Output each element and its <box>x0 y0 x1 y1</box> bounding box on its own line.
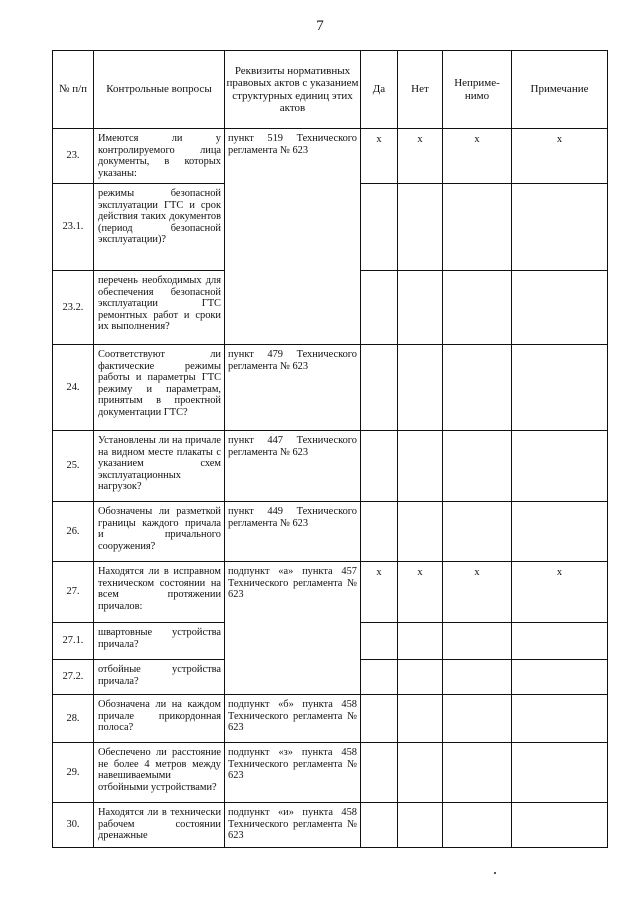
answer-no-cell[interactable] <box>398 184 443 271</box>
question-text: перечень необходимых для обеспечения безопасной эксплуатации ГТС ремонтных работ и сроки их выполнения? <box>94 271 225 345</box>
question-text: Обозначены ли разметкой границы каждого причала и причального сооружения? <box>94 502 225 562</box>
answer-yes-cell[interactable] <box>361 345 398 431</box>
answer-yes-cell[interactable]: x <box>361 562 398 623</box>
table-row <box>53 345 608 431</box>
table-row <box>53 562 608 623</box>
table-row <box>53 695 608 743</box>
question-text: швартовные устройства причала? <box>94 623 225 660</box>
note-cell[interactable]: x <box>512 562 608 623</box>
scan-speck <box>494 872 496 874</box>
note-cell[interactable] <box>512 660 608 695</box>
question-text: Обозначена ли на каждом причале прикордонная полоса? <box>94 695 225 743</box>
answer-no-cell[interactable] <box>398 660 443 695</box>
row-number: 27.2. <box>53 660 94 695</box>
header-no: Нет <box>398 51 443 129</box>
table-row <box>53 502 608 562</box>
answer-na-cell[interactable]: x <box>443 562 512 623</box>
answer-na-cell[interactable]: x <box>443 129 512 184</box>
row-number: 27.1. <box>53 623 94 660</box>
answer-yes-cell[interactable] <box>361 623 398 660</box>
requisites-text: подпункт «а» пункта 457 Технического регламента № 623 <box>225 562 361 695</box>
requisites-text: подпункт «з» пункта 458 Технического регламента № 623 <box>225 743 361 803</box>
header-yes: Да <box>361 51 398 129</box>
answer-no-cell[interactable] <box>398 431 443 502</box>
answer-no-cell[interactable] <box>398 345 443 431</box>
note-cell[interactable] <box>512 431 608 502</box>
answer-na-cell[interactable] <box>443 743 512 803</box>
note-cell[interactable] <box>512 743 608 803</box>
answer-na-cell[interactable] <box>443 660 512 695</box>
note-cell[interactable] <box>512 623 608 660</box>
note-cell[interactable] <box>512 695 608 743</box>
answer-no-cell[interactable] <box>398 623 443 660</box>
answer-no-cell[interactable] <box>398 803 443 848</box>
header-num: № п/п <box>53 51 94 129</box>
question-text: Соответствуют ли фактические режимы работы и параметры ГТС режиму и параметрам, принятым в проектной документации ГТС? <box>94 345 225 431</box>
answer-na-cell[interactable] <box>443 502 512 562</box>
table-row <box>53 431 608 502</box>
answer-yes-cell[interactable] <box>361 271 398 345</box>
question-text: Находятся ли в исправном техническом состоянии на всем протяжении причалов: <box>94 562 225 623</box>
header-note: Примечание <box>512 51 608 129</box>
answer-no-cell[interactable] <box>398 695 443 743</box>
answer-na-cell[interactable] <box>443 695 512 743</box>
row-number: 25. <box>53 431 94 502</box>
header-not-applicable: Неприме-нимо <box>443 51 512 129</box>
note-cell[interactable] <box>512 502 608 562</box>
header-questions: Контрольные вопросы <box>94 51 225 129</box>
requisites-text: пункт 479 Технического регламента № 623 <box>225 345 361 431</box>
table-header-row <box>53 51 608 129</box>
note-cell[interactable] <box>512 271 608 345</box>
requisites-text: пункт 449 Технического регламента № 623 <box>225 502 361 562</box>
answer-na-cell[interactable] <box>443 271 512 345</box>
row-number: 30. <box>53 803 94 848</box>
answer-no-cell[interactable]: x <box>398 562 443 623</box>
answer-na-cell[interactable] <box>443 623 512 660</box>
row-number: 23.2. <box>53 271 94 345</box>
answer-yes-cell[interactable] <box>361 743 398 803</box>
row-number: 23. <box>53 129 94 184</box>
answer-no-cell[interactable] <box>398 502 443 562</box>
inspection-checklist-table <box>52 50 608 848</box>
note-cell[interactable] <box>512 803 608 848</box>
answer-yes-cell[interactable] <box>361 431 398 502</box>
requisites-text: подпункт «б» пункта 458 Технического регламента № 623 <box>225 695 361 743</box>
row-number: 28. <box>53 695 94 743</box>
requisites-text: пункт 519 Технического регламента № 623 <box>225 129 361 345</box>
note-cell[interactable] <box>512 345 608 431</box>
answer-na-cell[interactable] <box>443 431 512 502</box>
question-text: Находятся ли в технически рабочем состоянии дренажные <box>94 803 225 848</box>
header-requisites: Реквизиты нормативных правовых актов с указанием структурных единиц этих актов <box>225 51 361 129</box>
answer-yes-cell[interactable] <box>361 502 398 562</box>
answer-yes-cell[interactable] <box>361 660 398 695</box>
requisites-text: подпункт «и» пункта 458 Технического регламента № 623 <box>225 803 361 848</box>
page-number: 7 <box>316 18 324 34</box>
answer-no-cell[interactable]: x <box>398 129 443 184</box>
table-row <box>53 803 608 848</box>
table-row <box>53 743 608 803</box>
answer-no-cell[interactable] <box>398 271 443 345</box>
answer-yes-cell[interactable]: x <box>361 129 398 184</box>
question-text: отбойные устройства причала? <box>94 660 225 695</box>
answer-na-cell[interactable] <box>443 803 512 848</box>
question-text: Установлены ли на причале на видном месте плакаты с указанием схем эксплуатационных нагрузок? <box>94 431 225 502</box>
answer-yes-cell[interactable] <box>361 184 398 271</box>
question-text: Имеются ли у контролируемого лица документы, в которых указаны: <box>94 129 225 184</box>
question-text: режимы безопасной эксплуатации ГТС и срок действия таких документов (период безопасной эксплуатации)? <box>94 184 225 271</box>
note-cell[interactable] <box>512 184 608 271</box>
table-row <box>53 129 608 184</box>
answer-na-cell[interactable] <box>443 184 512 271</box>
row-number: 23.1. <box>53 184 94 271</box>
question-text: Обеспечено ли расстояние не более 4 метров между навешиваемыми отбойными устройствами? <box>94 743 225 803</box>
row-number: 24. <box>53 345 94 431</box>
row-number: 27. <box>53 562 94 623</box>
requisites-text: пункт 447 Технического регламента № 623 <box>225 431 361 502</box>
row-number: 29. <box>53 743 94 803</box>
note-cell[interactable]: x <box>512 129 608 184</box>
answer-yes-cell[interactable] <box>361 803 398 848</box>
answer-na-cell[interactable] <box>443 345 512 431</box>
answer-yes-cell[interactable] <box>361 695 398 743</box>
row-number: 26. <box>53 502 94 562</box>
answer-no-cell[interactable] <box>398 743 443 803</box>
